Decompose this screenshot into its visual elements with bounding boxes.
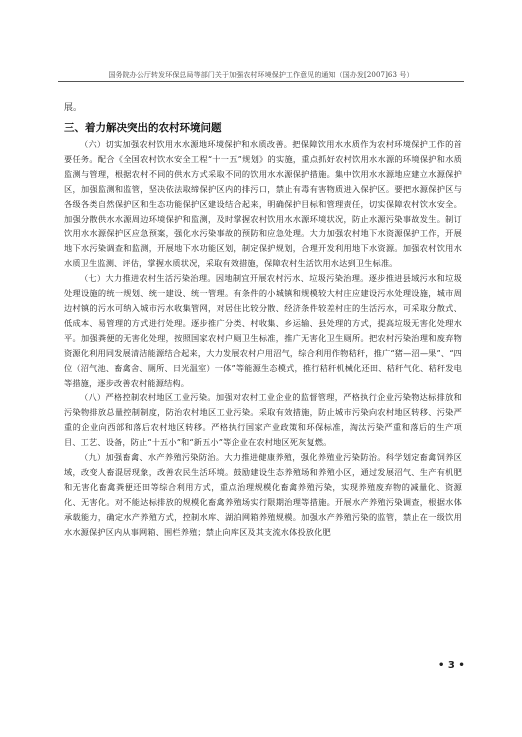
paragraph-7: （七）大力推进农村生活污染治理。因地制宜开展农村污水、垃圾污染治理。逐步推进县域污水和垃圾处理设施的统一规划、统一建设、统一管理。有条件的小城镇和规模较大村庄应建设污水处理设施，城市周边村镇的污水可纳入城市污水收集管网，对居住比较分散、经济条件较差村庄的生活污水，可采取分散式、低成本、易管理的方式进行处理。逐步推广分类、村收集、乡运输、县处理的方式，提高垃圾无害化处理水平。加强粪便的无害化处理，按照国家农村户厕卫生标准，推广无害化卫生厕所。把农村污染治理和废弃物资源化利用同发展清洁能源结合起来，大力发展农村户用沼气，综合利用作物秸秆，推广“猪—沼—果”、“四位（沼气池、畜禽舍、厕所、日光温室）一体”等能源生态模式，推行秸秆机械化还田、秸秆气化、秸秆发电等措施，逐步改善农村能源结构。 xyxy=(64,273,462,388)
running-header: 国务院办公厅转发环保总局等部门关于加强农村环境保护工作意见的通知（国办发[2007]63 号） xyxy=(108,71,414,79)
continued-text: 展。 xyxy=(64,103,83,113)
paragraph-8: （八）严格控制农村地区工业污染。加强对农村工业企业的监督管理，严格执行企业污染物达标排放和污染物排放总量控制制度，防治农村地区工业污染。采取有效措施，防止城市污染向农村地区转移、污染严重的企业向西部和落后农村地区转移。严格执行国家产业政策和环保标准，淘汰污染严重和落后的生产项目、工艺、设备，防止“十五小”和“新五小”等企业在农村地区死灰复燃。 xyxy=(64,392,462,448)
page-number: • 3 • xyxy=(438,660,465,671)
paragraph-9: （九）加强畜禽、水产养殖污染防治。大力推进健康养殖，强化养殖业污染防治。科学划定畜禽饲养区域，改变人畜混居现象，改善农民生活环境。鼓励建设生态养殖场和养殖小区，通过发展沼气、生产有机肥和无害化畜禽粪便还田等综合利用方式，重点治理规模化畜禽养殖污染，实现养殖废弃物的减量化、资源化、无害化。对不能达标排放的规模化畜禽养殖场实行限期治理等措施。开展水产养殖污染调查，根据水体承载能力，确定水产养殖方式，控制水库、湖泊网箱养殖规模。加强水产养殖污染的监管，禁止在一级饮用水水源保护区内从事网箱、围栏养殖；禁止向库区及其支流水体投放化肥 xyxy=(64,452,462,537)
header-rule xyxy=(58,81,464,82)
paragraph-6: （六）切实加强农村饮用水水源地环境保护和水质改善。把保障饮用水水质作为农村环境保护工作的首要任务。配合《全国农村饮水安全工程“十一五”规划》的实施，重点抓好农村饮用水水源的环境保护和水质监测与管理，根据农村不同的供水方式采取不同的饮用水水源保护措施。集中饮用水水源地应建立水源保护区，加强监测和监管，坚决依法取缔保护区内的排污口，禁止有毒有害物质进入保护区。要把水源保护区与各级各类自然保护区和生态功能保护区建设结合起来，明确保护目标和管理责任，切实保障农村饮水安全。加强分散供水水源周边环境保护和监测，及时掌握农村饮用水水源环境状况，防止水源污染事故发生。制订饮用水水源保护区应急预案，强化水污染事故的预防和应急处理。大力加强农村地下水资源保护工作，开展地下水污染调查和监测，开展地下水功能区划，制定保护规划，合理开发利用地下水资源。加强农村饮用水水质卫生监测、评估，掌握水质状况，采取有效措施，保障农村生活饮用水达到卫生标准。 xyxy=(64,139,462,269)
document-body xyxy=(64,101,462,539)
section-heading: 三、着力解决突出的农村环境问题 xyxy=(64,122,222,134)
